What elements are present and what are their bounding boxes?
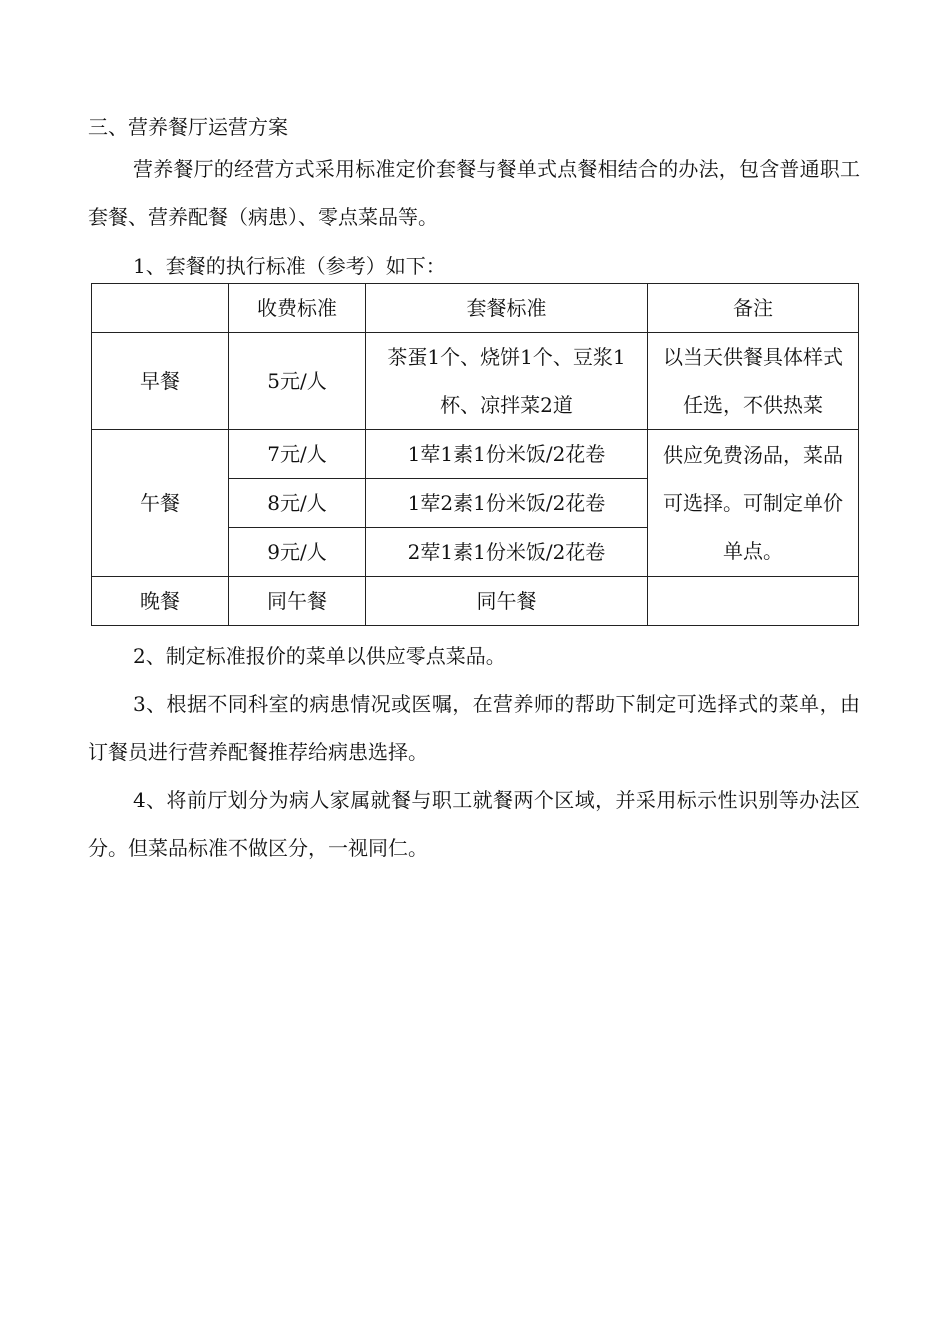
- standard-cell-breakfast: 茶蛋1个、烧饼1个、豆浆1杯、凉拌菜2道: [366, 333, 648, 430]
- section-title: 三、营养餐厅运营方案: [88, 115, 288, 139]
- table-row-dinner: [92, 577, 859, 626]
- header-cell-note: 备注: [648, 284, 859, 333]
- item-2-paragraph: 2、制定标准报价的菜单以供应零点菜品。: [133, 644, 506, 668]
- standard-cell-lunch-1: 1荤1素1份米饭/2花卷: [366, 430, 648, 479]
- note-cell-dinner: [648, 577, 859, 626]
- table-row-lunch-1: [92, 430, 859, 479]
- header-cell-standard: 套餐标准: [366, 284, 648, 333]
- price-cell-lunch-2: 8元/人: [229, 479, 366, 528]
- header-cell-empty: [92, 284, 229, 333]
- standard-cell-lunch-2: 1荤2素1份米饭/2花卷: [366, 479, 648, 528]
- table-header-row: [92, 284, 859, 333]
- item-3-paragraph: 3、根据不同科室的病患情况或医嘱，在营养师的帮助下制定可选择式的菜单，由订餐员进行营养配餐推荐给病患选择。: [88, 692, 860, 764]
- note-cell-lunch: 供应免费汤品，菜品可选择。可制定单价单点。: [648, 430, 859, 577]
- meal-cell-lunch: 午餐: [92, 430, 229, 577]
- price-cell-breakfast: 5元/人: [229, 333, 366, 430]
- meal-cell-breakfast: 早餐: [92, 333, 229, 430]
- price-cell-lunch-3: 9元/人: [229, 528, 366, 577]
- header-cell-price: 收费标准: [229, 284, 366, 333]
- price-cell-dinner: 同午餐: [229, 577, 366, 626]
- note-cell-breakfast: 以当天供餐具体样式任选，不供热菜: [648, 333, 859, 430]
- item-4-paragraph: 4、将前厅划分为病人家属就餐与职工就餐两个区域，并采用标示性识别等办法区分。但菜品标准不做区分，一视同仁。: [88, 788, 860, 860]
- item-1-paragraph: 1、套餐的执行标准（参考）如下：: [133, 254, 446, 278]
- standard-cell-dinner: 同午餐: [366, 577, 648, 626]
- price-cell-lunch-1: 7元/人: [229, 430, 366, 479]
- table-row-breakfast: [92, 333, 859, 430]
- meal-cell-dinner: 晚餐: [92, 577, 229, 626]
- standard-cell-lunch-3: 2荤1素1份米饭/2花卷: [366, 528, 648, 577]
- meal-standard-table: [91, 283, 859, 626]
- intro-paragraph: 营养餐厅的经营方式采用标准定价套餐与餐单式点餐相结合的办法，包含普通职工套餐、营养配餐（病患）、零点菜品等。: [88, 157, 860, 229]
